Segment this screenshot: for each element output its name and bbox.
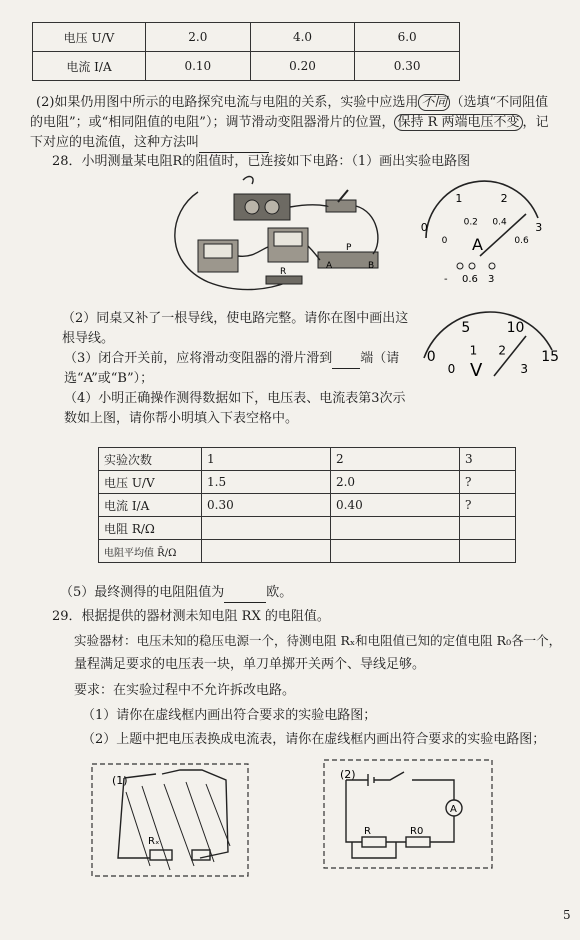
table-cell: 0.40: [330, 494, 459, 517]
dial-outer-tick-label: 15: [541, 349, 560, 365]
wire: [356, 206, 378, 254]
q28-part-3-cont: 选“A”或“B”）；: [64, 371, 154, 386]
table-cell: [202, 540, 331, 563]
q2-line-3: [30, 134, 269, 153]
table-cell: 4.0: [250, 23, 355, 52]
dial-inner-tick-label: 0: [441, 236, 448, 246]
dial-outer-tick-label: 0: [426, 349, 436, 365]
terminal: [469, 263, 475, 269]
table-row: [99, 517, 516, 540]
handwritten-answer: 保持 R 两端电压不变: [394, 114, 522, 131]
ammeter-dial: [400, 178, 560, 290]
voltmeter-dial: [404, 300, 564, 380]
table-header: 1: [202, 448, 331, 471]
terminal-label: 0.6: [462, 274, 478, 285]
resistor-label: R0: [410, 826, 424, 837]
meter-dial: [274, 232, 302, 246]
table-cell: 2.0: [330, 471, 459, 494]
voltmeter-symbol: V: [470, 360, 483, 380]
terminal-label: 3: [488, 274, 495, 285]
q29-requirement: 要求：在实验过程中不允许拆改电路。: [74, 683, 296, 698]
q28-text: （3）闭合开关前，应将滑动变阻器的滑片滑到: [64, 351, 333, 366]
table-cell: 1.5: [202, 471, 331, 494]
dial-outer-tick-label: 0: [420, 221, 428, 234]
terminal-label: -: [444, 274, 448, 285]
table-cell: 2.0: [146, 23, 251, 52]
wire: [238, 247, 268, 256]
data-table-1: [32, 22, 460, 81]
table-cell: 0.20: [250, 52, 355, 81]
answer-blank: [224, 584, 266, 603]
dial-outer-tick-label: 2: [500, 192, 508, 205]
q2-line-1: [36, 94, 548, 112]
dial-outer-tick-label: 3: [535, 221, 543, 234]
handwritten-choice: 不同: [418, 94, 450, 111]
answer-box-2: [322, 758, 494, 870]
q29-sub-2: （2）上题中把电压表换成电流表，请你在虚线框内画出符合要求的实验电路图；: [82, 732, 546, 747]
label-b: B: [368, 261, 375, 271]
battery-switch-wire: [346, 772, 454, 800]
q28-part-2-cont: 根导线。: [62, 331, 115, 346]
box-label: (1): [112, 774, 128, 787]
sketch-wire: [124, 770, 228, 858]
q2-text: （选填“不同阻值: [450, 95, 549, 110]
q28-part-3: [64, 350, 399, 369]
resistor-rx: [150, 850, 172, 860]
scribble-marks: [126, 782, 230, 870]
q28-text: 欧。: [266, 585, 293, 600]
table-cell: 电压 U/V: [33, 23, 146, 52]
table-cell: 电阻 R/Ω: [99, 517, 202, 540]
q29-equipment-cont: 量程满足要求的电压表一块，单刀单掷开关两个、导线足够。: [74, 657, 426, 672]
table-cell: 电流 I/A: [33, 52, 146, 81]
q28-text: 端（请: [360, 351, 400, 366]
table-cell: [330, 540, 459, 563]
wire: [290, 205, 328, 207]
table-cell: ?: [459, 494, 515, 517]
q28-part-5: [60, 584, 292, 603]
resistor-label: Rₓ: [148, 836, 160, 847]
q2-text: ，记: [522, 115, 549, 130]
q2-text: 下对应的电流值，这种方法叫: [30, 135, 200, 150]
table-header: 3: [459, 448, 515, 471]
circuit-wire: [346, 780, 454, 842]
terminal: [457, 263, 463, 269]
label-a: A: [326, 261, 333, 271]
q29-equipment: 实验器材：电压未知的稳压电源一个，待测电阻 Rₓ和电阻值已知的定值电阻 R₀各一个，: [74, 633, 562, 648]
q28-part-2: （2）同桌又补了一根导线，使电路完整。请你在图中画出这: [62, 311, 409, 326]
table-cell: 0.30: [355, 52, 460, 81]
table-cell: [459, 540, 515, 563]
switch: [326, 200, 356, 212]
battery-cell: [245, 200, 259, 214]
table-header: 2: [330, 448, 459, 471]
ammeter-symbol: A: [472, 235, 483, 254]
dial-inner-tick-label: 0: [447, 362, 456, 376]
q28-text: （5）最终测得的电阻阻值为: [60, 585, 225, 600]
dial-arc: [426, 181, 538, 238]
dial-inner-tick-label: 1: [469, 343, 478, 358]
resistor-r0: [406, 837, 430, 847]
q28-part-4: （4）小明正确操作测得数据如下，电压表、电流表第3次示: [64, 391, 406, 406]
table-cell: 电压 U/V: [99, 471, 202, 494]
page-number: 5: [563, 908, 571, 922]
q29-sub-1: （1）请你在虚线框内画出符合要求的实验电路图；: [82, 708, 377, 723]
terminal: [489, 263, 495, 269]
q28-part-4-cont: 数如上图，请你帮小明填入下表空格中。: [64, 411, 299, 426]
dial-inner-tick-label: 2: [498, 343, 507, 358]
answer-box-1: [90, 762, 250, 880]
table-cell: 电流 I/A: [99, 494, 202, 517]
wire: [243, 177, 253, 184]
dial-outer-tick-label: 10: [506, 320, 525, 336]
table-row: [33, 23, 460, 52]
table-cell: 0.30: [202, 494, 331, 517]
table-cell: 6.0: [355, 23, 460, 52]
table-row: [33, 52, 460, 81]
answer-blank: [199, 134, 269, 153]
q2-text: (2)如果仍用图中所示的电路探究电流与电阻的关系，实验中应选用: [36, 95, 419, 110]
circuit-photo: [168, 172, 408, 302]
dial-inner-tick-label: 3: [520, 362, 529, 376]
meter-dial: [204, 244, 232, 258]
box-label: (2): [340, 768, 356, 781]
resistor-photo: [266, 276, 302, 284]
table-header-row: [99, 448, 516, 471]
dial-arc: [424, 312, 552, 358]
resistor-label: R: [364, 826, 371, 837]
battery-cell: [265, 200, 279, 214]
table-row: [99, 471, 516, 494]
battery-box: [234, 194, 290, 220]
table-cell: 0.10: [146, 52, 251, 81]
branch-wire: [352, 842, 396, 858]
table-cell: [459, 517, 515, 540]
dial-outer-tick-label: 1: [455, 192, 463, 205]
resistor-rx: [362, 837, 386, 847]
dial-ticks: [427, 320, 559, 376]
ammeter-letter: A: [450, 804, 457, 815]
dial-outer-tick-label: 5: [461, 320, 471, 336]
table-row: [99, 494, 516, 517]
dial-inner-tick-label: 0.4: [492, 217, 507, 228]
q2-text: 的电阻”；或“相同阻值的电阻”）；调节滑动变阻器滑片的位置，: [30, 115, 395, 130]
table-cell: 电阻平均值 R̄/Ω: [99, 540, 202, 563]
q29-title: 29．根据提供的器材测未知电阻 RX 的电阻值。: [52, 609, 330, 624]
q28-intro: 28．小明测量某电阻R的阻值时，已连接如下电路：（1）画出实验电路图: [52, 154, 471, 169]
table-cell: ?: [459, 471, 515, 494]
dial-inner-tick-label: 0.6: [514, 236, 529, 246]
answer-blank: [332, 350, 360, 369]
label-p: P: [346, 243, 352, 253]
data-table-2: [98, 447, 516, 563]
table-cell: [202, 517, 331, 540]
table-header: 实验次数: [99, 448, 202, 471]
dial-inner-tick-label: 0.2: [463, 217, 478, 228]
table-cell: [330, 517, 459, 540]
table-row: [99, 540, 516, 563]
label-r: R: [280, 267, 287, 277]
q2-line-2: [30, 114, 549, 132]
